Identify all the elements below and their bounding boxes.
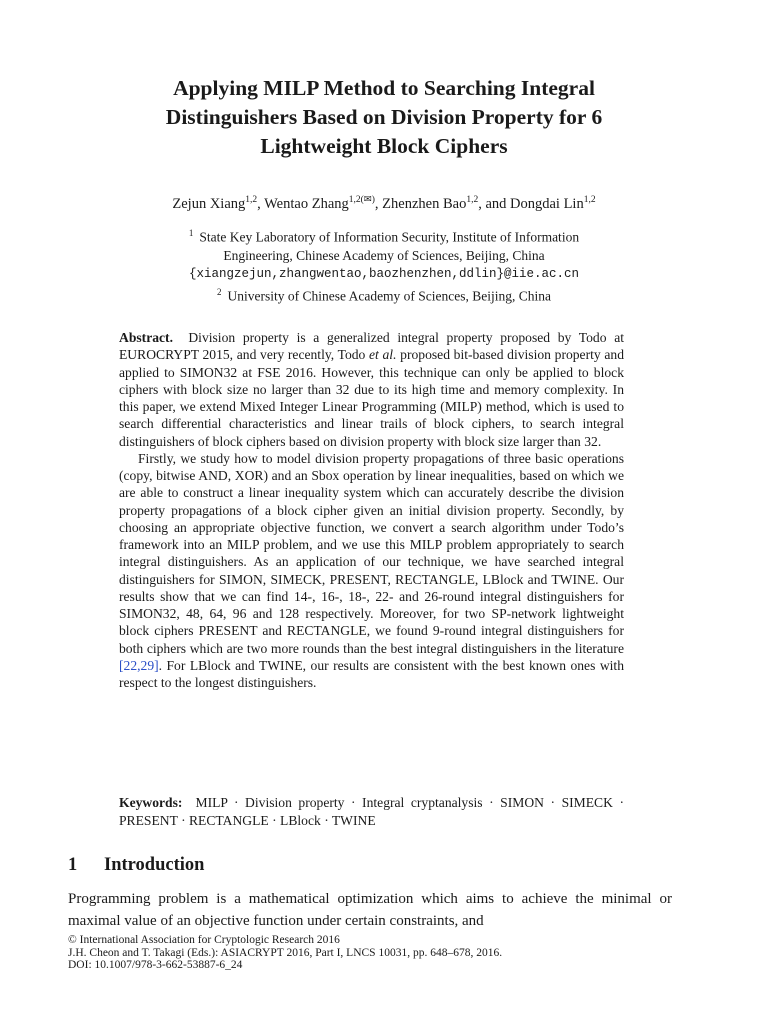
abstract-paragraph [119,450,624,692]
author-separator: , and [478,195,511,212]
affiliation-line: State Key Laboratory of Information Security, Institute of Information [199,229,580,245]
author-name: Wentao Zhang [264,195,349,212]
paper-title [40,74,728,161]
author-name: Dongdai Lin [510,195,584,212]
author-separator: , [257,195,265,212]
citation-link[interactable]: [22,29] [119,657,159,673]
section-heading [68,853,204,877]
author-list [40,190,728,214]
title-line: Applying MILP Method to Searching Integral [173,76,595,100]
keywords-label: Keywords: [119,795,183,810]
affiliation-number: 1 [188,228,194,238]
abstract-text: Division property is a generalized integral property proposed by Todo at EUROCRYPT 2015, and very recently, Todo [119,330,625,363]
copyright-line: © International Association for Cryptologic Research 2016 [68,934,340,946]
author-affiliation-mark: 1,2 [583,195,596,205]
author-affiliation-mark: 1,2(✉) [348,195,375,205]
title-line: Lightweight Block Ciphers [260,134,508,158]
affiliation-2 [60,283,708,306]
copyright-footer [68,934,688,972]
author-emails: {xiangzejun,zhangwentao,baozhenzhen,ddlin}@iie.ac.cn [188,266,580,281]
affiliation-1 [60,224,708,283]
abstract-label: Abstract. [119,330,173,345]
abstract-etal: et al. [369,347,397,363]
affiliation-line: University of Chinese Academy of Sciences, Beijing, China [227,288,552,303]
abstract-text: Firstly, we study how to model division property propagations of three basic operations (copy, bitwise AND, XOR) and an Sbox operation by linear inequalities, based on which we are able to construct a linear inequality system which can accurately describe the division property propagations of a block cipher given an initial division property. Secondly, by choosing an appropriate objective function, we convert a search algorithm under Todo’s framework into an MILP problem, and we use this MILP problem appropriately to search integral distinguishers. As an application of our technique, we have searched integral distinguishers for SIMON, SIMECK, PRESENT, RECTANGLE, LBlock and TWINE. Our results show that we can find 14-, 16-, 18-, 22- and 26-round integral distinguishers for SIMON32, 48, 64, 96 and 128 respectively. Moreover, for two SP-network lightweight block ciphers PRESENT and RECTANGLE, we found 9-round integral distinguishers for both ciphers which are two more rounds than the best integral distinguishers in the literature [119,450,624,656]
abstract-text: . For LBlock and TWINE, our results are consistent with the best known ones with respect to the longest distinguishers. [119,657,624,690]
title-line: Distinguishers Based on Division Property for 6 [165,105,603,129]
author-affiliation-mark: 1,2 [245,195,258,205]
citation-line: J.H. Cheon and T. Takagi (Eds.): ASIACRYPT 2016, Part I, LNCS 10031, pp. 648–678, 2016. [68,946,503,959]
author-name: Zhenzhen Bao [382,195,467,212]
introduction-body [68,888,672,932]
abstract-paragraph [119,329,624,450]
keywords [119,794,624,829]
author-separator: , [374,195,383,212]
affiliation-number: 2 [216,286,222,297]
affiliation-line: Engineering, Chinese Academy of Sciences, Beijing, China [223,247,545,263]
doi-line[interactable]: DOI: 10.1007/978-3-662-53887-6_24 [68,959,243,971]
author-affiliation-mark: 1,2 [466,195,479,205]
author-name: Zejun Xiang [172,195,246,212]
abstract-text: proposed bit-based division property and applied to SIMON32 at FSE 2016. However, this technique can only be applied to block ciphers with block size no larger than 32 due to its high time and memory complexity. In this paper, we extend Mixed Integer Linear Programming (MILP) method, which is used to search differential characteristics and linear trails of block ciphers, to search integral distinguishers of block ciphers based on division property with block size larger than 32. [119,347,624,449]
section-number: 1 [68,855,78,875]
abstract [119,329,624,691]
keywords-text: MILP · Division property · Integral cryptanalysis · SIMON · SIMECK · PRESENT · RECTANGLE · LBlock · TWINE [119,795,624,828]
intro-paragraph: Programming problem is a mathematical optimization which aims to achieve the minimal or maximal value of an objective function under certain constraints, and [68,891,672,929]
section-title: Introduction [104,855,205,875]
affiliations [60,224,708,305]
